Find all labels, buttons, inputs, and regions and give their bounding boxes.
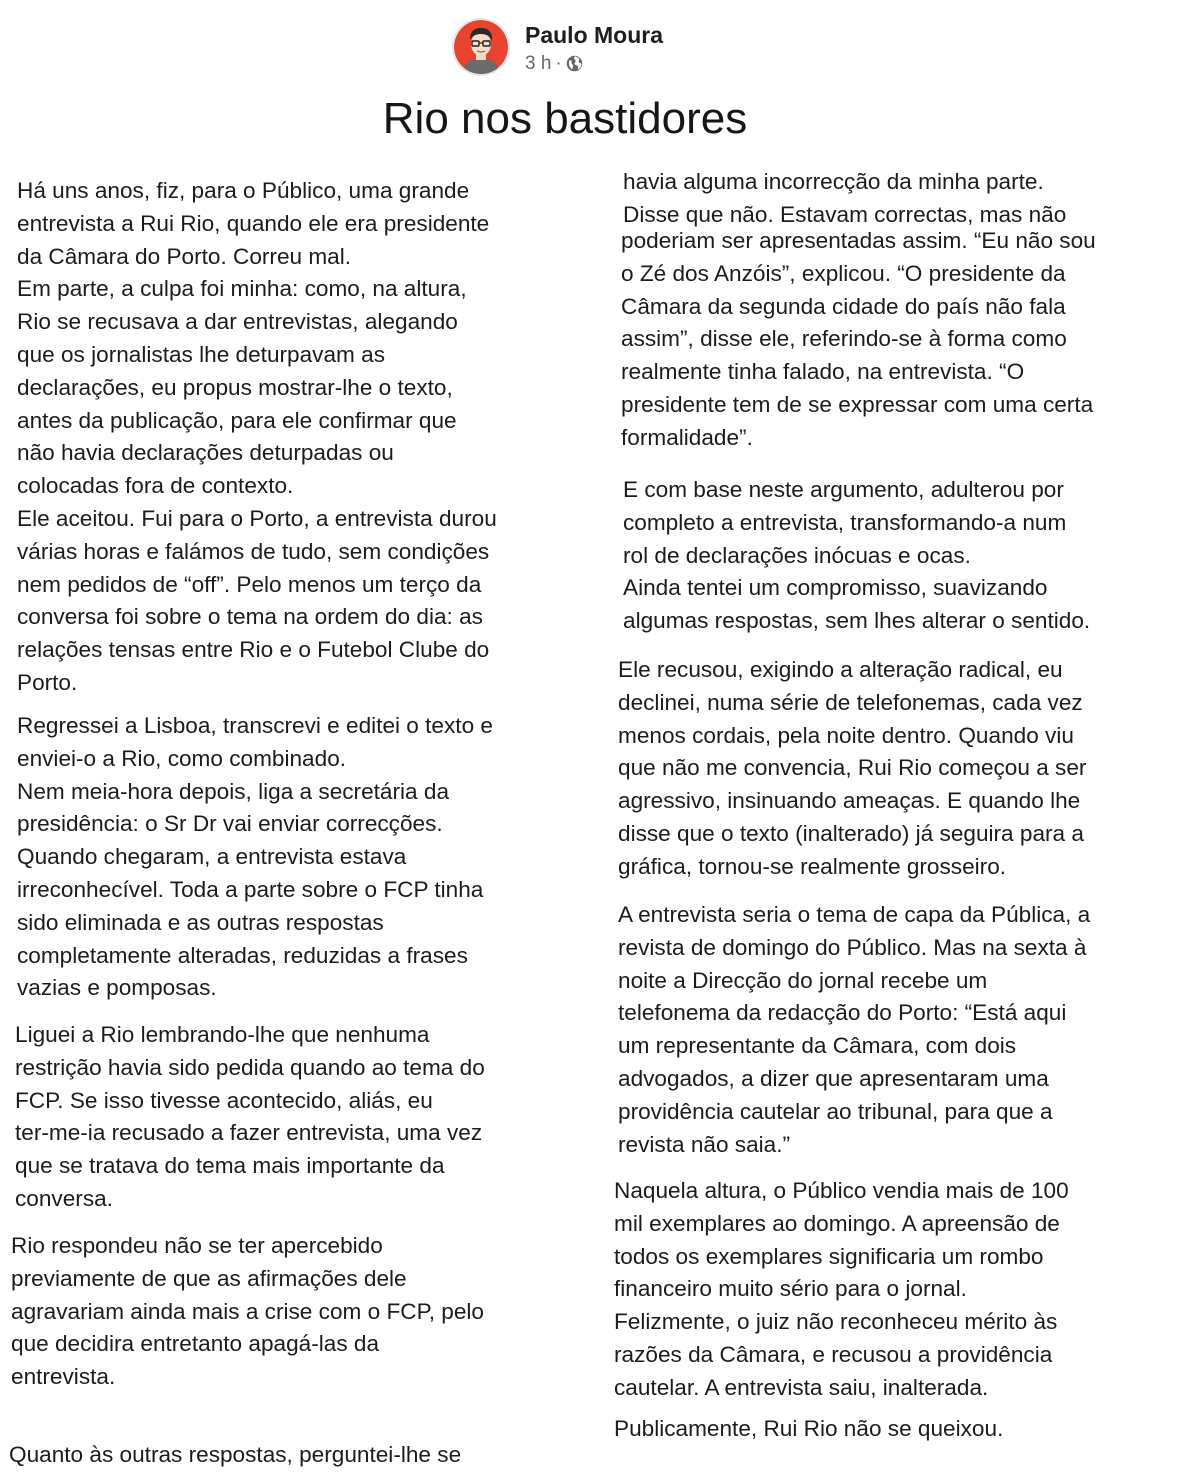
text-line: várias horas e falámos de tudo, sem condições: [17, 538, 490, 564]
author-name[interactable]: Paulo Moura: [525, 21, 664, 48]
globe-icon: [566, 55, 583, 72]
text-line: que se tratava do tema mais importante da: [15, 1153, 445, 1179]
text-line: um representante da Câmara, com dois: [618, 1033, 1017, 1059]
text-line: que os jornalistas lhe deturpavam as: [17, 341, 385, 367]
text-line: Rio respondeu não se ter apercebido: [11, 1233, 383, 1258]
text-line: formalidade”.: [621, 424, 753, 450]
post-title: Rio nos bastidores: [382, 94, 748, 143]
text-line: Nem meia-hora depois, liga a secretária da: [17, 778, 450, 804]
text-line: rol de declarações inócuas e ocas.: [623, 542, 971, 568]
right-paragraph-2: [621, 225, 1096, 455]
text-line: presidente tem de se expressar com uma certa: [621, 391, 1094, 417]
text-line: Ainda tentei um compromisso, suavizando: [623, 575, 1048, 601]
text-line: razões da Câmara, e recusou a providência: [614, 1341, 1053, 1367]
text-line: declinei, numa série de telefonemas, cada vez: [618, 689, 1083, 715]
text-line: nem pedidos de “off”. Pelo menos um terço da: [17, 571, 482, 597]
text-line: declarações, eu propus mostrar-lhe o texto,: [17, 374, 453, 400]
text-line: noite a Direcção do jornal recebe um: [618, 967, 988, 993]
text-line: conversa foi sobre o tema na ordem do dia: as: [17, 604, 483, 630]
right-paragraph-1: [623, 166, 1066, 232]
avatar[interactable]: [452, 18, 510, 76]
text-line: Naquela altura, o Público vendia mais de 100: [614, 1178, 1069, 1203]
text-line: Em parte, a culpa foi minha: como, na altura,: [17, 276, 467, 302]
text-line: Ele aceitou. Fui para o Porto, a entrevista durou: [17, 505, 497, 531]
text-line: assim”, disse ele, referindo-se à forma como: [621, 326, 1067, 352]
text-line: FCP. Se isso tivesse acontecido, aliás, eu: [15, 1087, 433, 1113]
text-line: revista não saia.”: [618, 1131, 791, 1157]
text-line: cautelar. A entrevista saiu, inalterada.: [614, 1374, 989, 1400]
text-line: restrição havia sido pedida quando ao tema do: [15, 1054, 485, 1080]
post-header-text: [525, 21, 663, 74]
text-line: presidência: o Sr Dr vai enviar correcções.: [17, 811, 443, 837]
text-line: completo a entrevista, transformando-a num: [623, 509, 1067, 535]
right-paragraph-6: [614, 1175, 1069, 1405]
text-line: Rio se recusava a dar entrevistas, alegando: [17, 309, 458, 335]
text-line: agressivo, insinuando ameaças. E quando lhe: [618, 788, 1081, 814]
text-line: antes da publicação, para ele confirmar que: [17, 407, 457, 433]
text-line: ter-me-ia recusado a fazer entrevista, uma vez: [15, 1120, 483, 1146]
text-line: E com base neste argumento, adulterou por: [623, 477, 1064, 502]
text-line: todos os exemplares significaria um rombo: [614, 1243, 1044, 1269]
text-line: Câmara da segunda cidade do país não fala: [621, 293, 1066, 319]
text-line: disse que o texto (inalterado) já seguira para a: [618, 820, 1084, 846]
right-paragraph-4: [618, 654, 1086, 884]
text-line: Liguei a Rio lembrando-lhe que nenhuma: [15, 1022, 430, 1047]
text-line: que decidira entretanto apagá-las da: [11, 1331, 380, 1357]
text-line: mil exemplares ao domingo. A apreensão de: [614, 1210, 1060, 1236]
text-line: Felizmente, o juiz não reconheceu mérito às: [614, 1309, 1058, 1335]
text-line: vazias e pomposas.: [17, 975, 217, 1001]
left-paragraph-2: [17, 710, 493, 1005]
text-line: Quando chegaram, a entrevista estava: [17, 844, 407, 870]
text-line: completamente alteradas, reduzidas a frases: [17, 942, 468, 968]
post-timestamp[interactable]: 3 h: [525, 52, 552, 74]
text-line: menos cordais, pela noite dentro. Quando viu: [618, 722, 1074, 748]
text-line: não havia declarações deturpadas ou: [17, 440, 394, 466]
text-line: o Zé dos Anzóis”, explicou. “O presidente da: [621, 260, 1066, 286]
left-paragraph-1: [17, 175, 497, 700]
text-line: A entrevista seria o tema de capa da Pública, a: [618, 902, 1091, 927]
text-line: enviei-o a Rio, como combinado.: [17, 745, 347, 771]
text-line: irreconhecível. Toda a parte sobre o FCP tinha: [17, 876, 484, 902]
text-line: conversa.: [15, 1185, 113, 1211]
avatar-illustration: [454, 20, 508, 74]
left-paragraph-5: [9, 1439, 461, 1472]
text-line: algumas respostas, sem lhes alterar o sentido.: [623, 608, 1091, 634]
meta-separator: ·: [555, 52, 562, 74]
text-line: Disse que não. Estavam correctas, mas não: [623, 201, 1067, 227]
text-line: realmente tinha falado, na entrevista. “O: [621, 359, 1025, 385]
right-paragraph-7: [614, 1413, 1003, 1446]
text-line: Há uns anos, fiz, para o Público, uma grande: [17, 178, 470, 203]
text-line: relações tensas entre Rio e o Futebol Clube do: [17, 637, 490, 663]
text-line: Quanto às outras respostas, perguntei-lhe se: [9, 1442, 462, 1467]
text-line: que não me convencia, Rui Rio começou a ser: [618, 755, 1087, 781]
post-header: [452, 14, 663, 80]
text-line: Ele recusou, exigindo a alteração radical, eu: [618, 657, 1063, 682]
text-line: da Câmara do Porto. Correu mal.: [17, 243, 352, 269]
text-line: telefonema da redacção do Porto: “Está aqui: [618, 1000, 1067, 1026]
right-paragraph-5: [618, 899, 1090, 1161]
text-line: poderiam ser apresentadas assim. “Eu não sou: [621, 228, 1096, 253]
right-paragraph-3: [623, 474, 1090, 638]
text-line: revista de domingo do Público. Mas na sexta à: [618, 934, 1087, 960]
text-line: advogados, a dizer que apresentaram uma: [618, 1065, 1049, 1091]
text-line: previamente de que as afirmações dele: [11, 1265, 407, 1291]
text-line: Publicamente, Rui Rio não se queixou.: [614, 1416, 1004, 1441]
left-paragraph-3: [15, 1019, 485, 1216]
text-line: financeiro muito sério para o jornal.: [614, 1276, 967, 1302]
text-line: colocadas fora de contexto.: [17, 473, 294, 499]
post-meta: [525, 54, 663, 74]
text-line: havia alguma incorrecção da minha parte.: [623, 169, 1044, 194]
text-line: gráfica, tornou-se realmente grosseiro.: [618, 853, 1007, 879]
left-paragraph-4: [11, 1230, 484, 1394]
text-line: sido eliminada e as outras respostas: [17, 909, 384, 935]
text-line: providência cautelar ao tribunal, para que a: [618, 1098, 1053, 1124]
text-line: entrevista.: [11, 1364, 116, 1390]
text-line: Porto.: [17, 669, 78, 695]
text-line: entrevista a Rui Rio, quando ele era presidente: [17, 210, 490, 236]
text-line: Regressei a Lisboa, transcrevi e editei o texto e: [17, 713, 493, 738]
text-line: agravariam ainda mais a crise com o FCP, pelo: [11, 1298, 485, 1324]
